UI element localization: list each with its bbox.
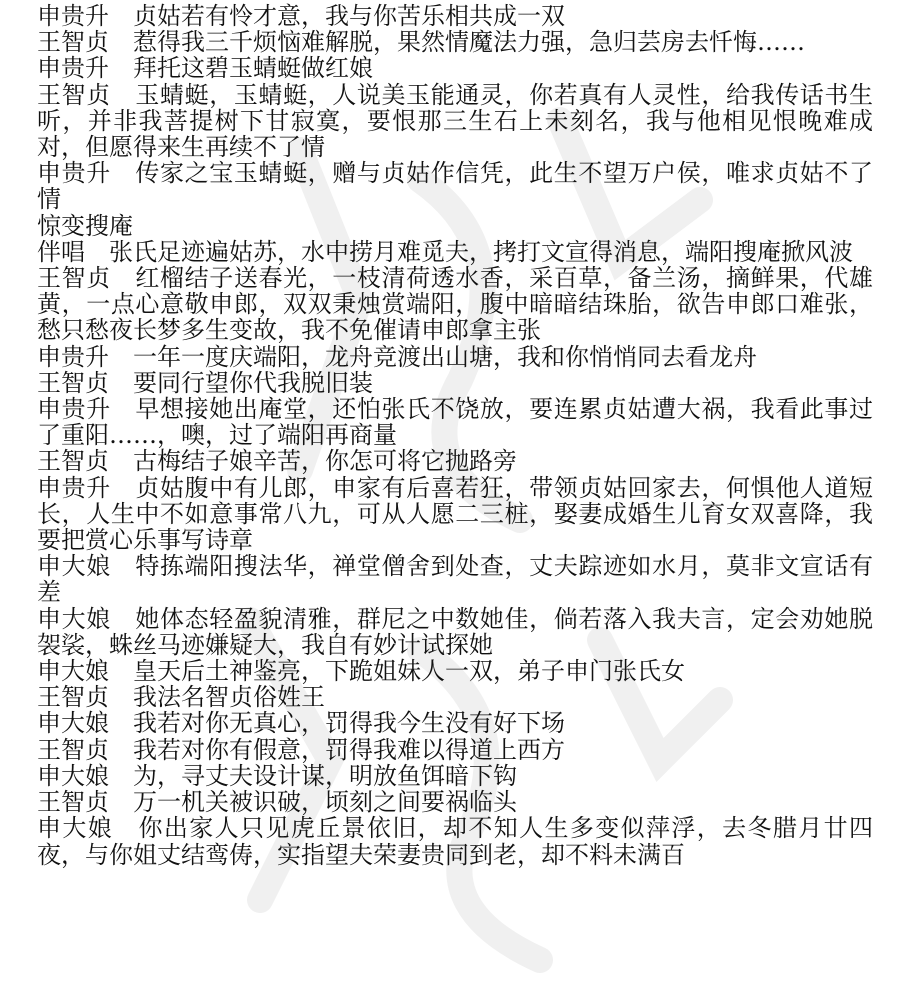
speaker-name: 伴唱 — [37, 237, 85, 266]
speaker-name: 王智贞 — [37, 788, 109, 817]
speaker-name: 申大娘 — [37, 761, 109, 790]
speaker-name: 王智贞 — [37, 264, 111, 293]
line-text: 早想接她出庵堂，还怕张氏不饶放，要连累贞姑遭大祸，我看此事过了重阳……，噢，过了端阳再商量 — [37, 395, 874, 450]
line-text: 贞姑腹中有儿郎，申家有后喜若狂，带领贞姑回家去，何惧他人道短长，人生中不如意事常八九，可从人愿二三桩，娶妻成婚生儿育女双喜降，我要把赏心乐事写诗章 — [37, 473, 874, 555]
speaker-name: 王智贞 — [37, 28, 109, 57]
line-text: 为，寻丈夫设计谋，明放鱼饵暗下钩 — [133, 761, 517, 790]
script-line — [37, 82, 873, 161]
speaker-name: 王智贞 — [37, 735, 109, 764]
section-heading — [37, 213, 873, 239]
line-text: 拜托这碧玉蜻蜓做红娘 — [133, 54, 373, 83]
line-text: 你出家人只见虎丘景依旧，却不知人生多变似萍浮，去冬腊月廿四夜，与你姐丈结鸾俦，实指望夫荣妻贵同到老，却不料未满百 — [37, 814, 873, 869]
script-line — [37, 815, 873, 867]
speaker-name: 申大娘 — [37, 657, 109, 686]
speaker-name: 申贵升 — [37, 342, 109, 371]
line-text: 玉蜻蜓，玉蜻蜓，人说美玉能通灵，你若真有人灵性，给我传话书生听，并非我菩提树下甘寂寞，要恨那三生石上未刻名，我与他相见恨晚难成对，但愿得来生再续不了情 — [37, 80, 874, 162]
script-line — [37, 160, 873, 212]
script-line — [37, 239, 873, 265]
speaker-name: 申贵升 — [37, 2, 109, 30]
speaker-name: 申大娘 — [37, 814, 114, 843]
script-text-block — [37, 3, 873, 868]
line-text: 我法名智贞俗姓王 — [133, 683, 325, 712]
script-line — [37, 658, 873, 684]
line-text: 她体态轻盈貌清雅，群尼之中数她佳，倘若落入我夫言，定会劝她脱袈裟，蛛丝马迹嫌疑大，我自有妙计试探她 — [37, 604, 874, 659]
speaker-name: 申贵升 — [37, 159, 111, 188]
script-line — [37, 763, 873, 789]
line-text: 红榴结子送春光，一枝清荷透水香，采百草，备兰汤，摘鲜果，代雄黄，一点心意敬申郎，双双秉烛赏端阳，腹中暗暗结珠胎，欲告申郎口难张，愁只愁夜长梦多生变故，我不免催请申郎拿主张 — [37, 264, 874, 345]
line-text: 张氏足迹遍姑苏，水中捞月难觅夫，拷打文宣得消息，端阳搜庵掀风波 — [109, 237, 853, 266]
script-line — [37, 553, 873, 605]
line-text: 惹得我三千烦恼难解脱，果然情魔法力强，急归芸房去忏悔…… — [133, 28, 805, 57]
line-text: 一年一度庆端阳，龙舟竞渡出山塘，我和你悄悄同去看龙舟 — [133, 342, 757, 371]
line-text: 我若对你有假意，罚得我难以得道上西方 — [133, 735, 565, 764]
speaker-name: 申大娘 — [37, 604, 111, 633]
line-text: 皇天后土神鉴亮，下跪姐妹人一双，弟子申门张氏女 — [133, 657, 685, 686]
script-line — [37, 55, 873, 81]
script-line — [37, 29, 873, 55]
script-line — [37, 684, 873, 710]
line-text: 要同行望你代我脱旧装 — [133, 368, 373, 397]
script-line — [37, 606, 873, 658]
line-text: 贞姑若有怜才意，我与你苦乐相共成一双 — [133, 2, 565, 30]
script-line — [37, 710, 873, 736]
script-line — [37, 3, 873, 29]
speaker-name: 王智贞 — [37, 368, 109, 397]
script-line — [37, 396, 873, 448]
speaker-name: 申大娘 — [37, 552, 111, 581]
script-line — [37, 370, 873, 396]
speaker-name: 申贵升 — [37, 395, 111, 424]
script-line — [37, 475, 873, 554]
speaker-name: 王智贞 — [37, 683, 109, 712]
speaker-name: 申贵升 — [37, 54, 109, 83]
speaker-name: 申贵升 — [37, 473, 111, 502]
section-heading-text: 惊变搜庵 — [37, 211, 133, 240]
script-line — [37, 789, 873, 815]
script-line — [37, 737, 873, 763]
line-text: 万一机关被识破，顷刻之间要祸临头 — [133, 788, 517, 817]
script-line — [37, 344, 873, 370]
script-line — [37, 265, 873, 344]
script-line — [37, 448, 873, 474]
speaker-name: 申大娘 — [37, 709, 109, 738]
line-text: 传家之宝玉蜻蜓，赠与贞姑作信凭，此生不望万户侯，唯求贞姑不了情 — [37, 159, 874, 214]
speaker-name: 王智贞 — [37, 447, 109, 476]
speaker-name: 王智贞 — [37, 80, 111, 109]
line-text: 我若对你无真心，罚得我今生没有好下场 — [133, 709, 565, 738]
line-text: 古梅结子娘辛苦，你怎可将它抛路旁 — [133, 447, 517, 476]
line-text: 特拣端阳搜法华，禅堂僧舍到处查，丈夫踪迹如水月，莫非文宣话有差 — [37, 552, 874, 607]
